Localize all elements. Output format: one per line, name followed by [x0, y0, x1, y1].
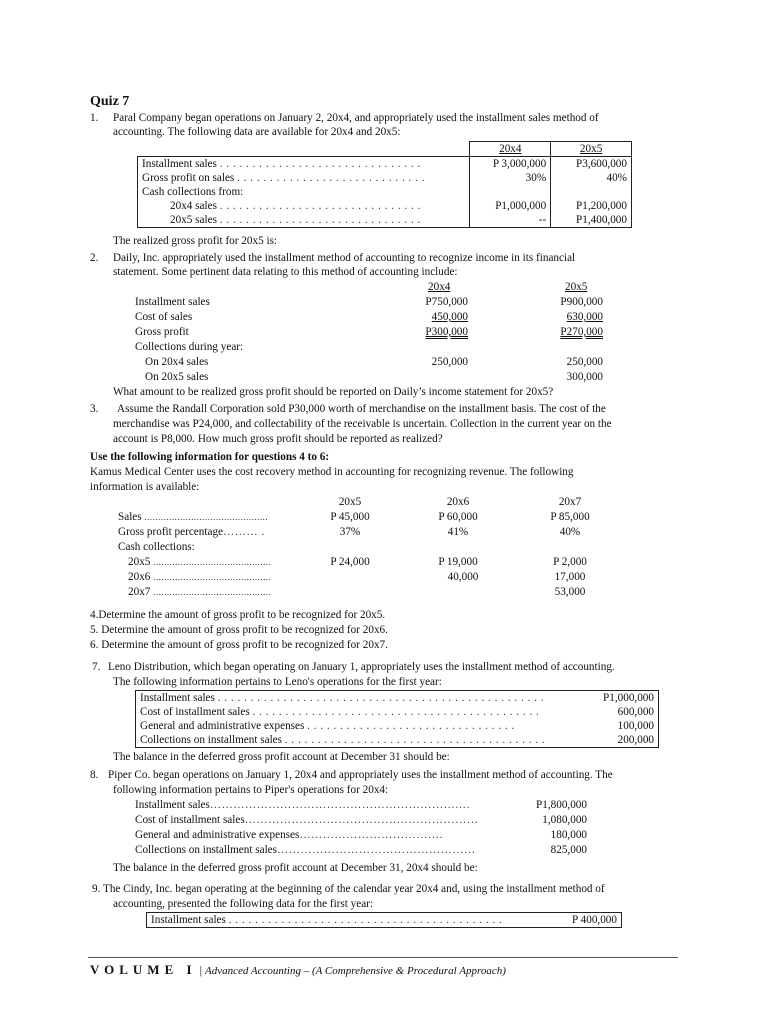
q46-row-label: 20x6	[128, 571, 151, 583]
q2-number: 2.	[90, 252, 99, 264]
q9-row-label: Installment sales	[151, 914, 226, 926]
footer-subtitle: Advanced Accounting – (A Comprehensive & Procedural Approach)	[204, 965, 506, 977]
q1-row-label: 20x5 sales	[170, 214, 217, 226]
q8-cell: 825,000	[550, 844, 587, 856]
q46-row-label: 20x5	[128, 556, 151, 568]
q7-row-label: General and administrative expenses	[140, 720, 305, 732]
q2-cell: P270,000	[560, 326, 603, 338]
q8-text-line1: Piper Co. began operations on January 1, 20x4 and appropriately uses the installment method of accounting. The	[108, 769, 613, 781]
footer-separator: |	[199, 963, 202, 977]
q7-text-line2: The following information pertains to Leno's operations for the first year:	[113, 676, 442, 688]
q46-cell: P 45,000	[330, 511, 370, 523]
q2-text-line2: statement. Some pertinent data relating to this method of accounting include:	[113, 266, 458, 278]
q1-table: 20x4 20x5 Installment sales . . . . . . . . . . . . . . . . . . . . . . . . . . . . . . . P 3,000,000 P3,600,000 Gross profit on sales . . . . . . . . . . . . . . . . . . . . . . . . . . . . . 30% 40% Cash collections from: 20x4 sales . . . . . . . . . . . . . . . . . . . . . . . . . . . . . . . P1,000,000 P1,200,000 20x5 sales . . . . . . . . . . . . . . . . . . . . . . . . . . . . . . . -- P1,400,000	[137, 141, 632, 228]
q7-row-label: Cost of installment sales	[140, 706, 250, 718]
q46-row-label: 20x7	[128, 586, 151, 598]
q2-cell: 300,000	[566, 371, 603, 383]
q2-row-label: On 20x4 sales	[145, 356, 209, 368]
q3-number: 3.	[90, 403, 99, 415]
footer	[90, 962, 506, 978]
q2-row-label: Collections during year:	[135, 341, 244, 353]
q46-row-label: Sales	[118, 511, 142, 523]
q46-cell: 41%	[447, 526, 469, 538]
q46-text-line1: Kamus Medical Center uses the cost recovery method in accounting for recognizing revenue. The following	[90, 466, 574, 478]
q1-col2-header: 20x5	[579, 143, 603, 155]
q1-cell: P1,000,000	[470, 199, 551, 213]
q1-cell: 30%	[470, 171, 551, 185]
q46-row-label: Gross profit percentage	[118, 526, 223, 538]
q1-cell: 40%	[551, 171, 632, 185]
q8-text-line2: following information pertains to Piper's operations for 20x4:	[113, 784, 389, 796]
q1-cell: P1,200,000	[551, 199, 632, 213]
q8-row-label: Cost of installment sales	[135, 814, 245, 826]
q8-cell: 1,080,000	[542, 814, 587, 826]
q46-cell: P 60,000	[438, 511, 478, 523]
q7-row-label: Collections on installment sales	[140, 734, 283, 746]
q46-cell: P 85,000	[550, 511, 590, 523]
q46-text-line2: information is available:	[90, 481, 200, 493]
q2-cell: 250,000	[431, 356, 468, 368]
q1-cell: P 3,000,000	[470, 157, 551, 172]
q7-cell: 100,000	[570, 719, 659, 733]
q2-col2-header: 20x5	[565, 281, 588, 293]
q8-row-label: Collections on installment sales	[135, 844, 278, 856]
q1-cell: --	[470, 213, 551, 228]
q8-cell: 180,000	[550, 829, 587, 841]
q46-cell: 37%	[339, 526, 361, 538]
q2-row-label: Gross profit	[135, 326, 189, 338]
q1-row-label: Gross profit on sales	[142, 172, 235, 184]
q2-text-line1: Daily, Inc. appropriately used the installment method of accounting to recognize income in its financial	[113, 252, 576, 264]
q46-col-header: 20x6	[446, 496, 470, 508]
footer-divider	[88, 957, 678, 958]
q8-number: 8.	[90, 769, 99, 781]
q46-cell: 53,000	[554, 586, 586, 598]
q8-row-label: General and administrative expenses	[135, 829, 300, 841]
q46-cell: 40%	[559, 526, 581, 538]
q4-text: 4.Determine the amount of gross profit to be recognized for 20x5.	[90, 609, 386, 621]
q9-cell: P 400,000	[533, 913, 622, 928]
q2-cell: P900,000	[560, 296, 603, 308]
q9-text-line1: 9. The Cindy, Inc. began operating at the beginning of the calendar year 20x4 and, using the installment method of	[92, 883, 605, 895]
q2-col1-header: 20x4	[428, 281, 451, 293]
q2-cell: P750,000	[425, 296, 468, 308]
q8-cell: P1,800,000	[536, 799, 587, 811]
q46-cell: 40,000	[447, 571, 479, 583]
q46-row-label: Cash collections:	[118, 541, 195, 553]
q1-text-line1: Paral Company began operations on January 2, 20x4, and appropriately used the installment sales method of	[113, 112, 599, 124]
q3-text-line1: Assume the Randall Corporation sold P30,000 worth of merchandise on the installment basis. The cost of the	[117, 403, 606, 415]
q7-cell: 600,000	[570, 705, 659, 719]
q3-text-line2: merchandise was P24,000, and collectability of the receivable is uncertain. Collection in the current year on the	[113, 418, 612, 430]
q1-number: 1.	[90, 112, 99, 124]
q46-col-header: 20x5	[338, 496, 362, 508]
q46-col-header: 20x7	[558, 496, 582, 508]
q1-row-label: Installment sales	[142, 158, 217, 170]
q46-cell: P 2,000	[553, 556, 587, 568]
q2-row-label: Cost of sales	[135, 311, 193, 323]
q2-row-label: Installment sales	[135, 296, 210, 308]
q7-question: The balance in the deferred gross profit account at December 31 should be:	[113, 751, 450, 763]
q1-text-line2: accounting. The following data are available for 20x4 and 20x5:	[113, 126, 401, 138]
page-title: Quiz 7	[90, 94, 130, 109]
q2-cell: 250,000	[566, 356, 603, 368]
q1-question: The realized gross profit for 20x5 is:	[113, 235, 278, 247]
q1-row-label: 20x4 sales	[170, 200, 217, 212]
footer-volume: VOLUME I	[90, 962, 197, 977]
q2-cell: P300,000	[425, 326, 468, 338]
q1-cell: P1,400,000	[551, 213, 632, 228]
q7-cell: P1,000,000	[570, 691, 659, 706]
q2-row-label: On 20x5 sales	[145, 371, 209, 383]
q9-table: Installment sales . . . . . . . . . . . . . . . . . . . . . . . . . . . . . . . . . . . . . . . . . . P 400,000	[146, 912, 622, 928]
q5-text: 5. Determine the amount of gross profit to be recognized for 20x6.	[90, 624, 388, 636]
q6-text: 6. Determine the amount of gross profit to be recognized for 20x7.	[90, 639, 388, 651]
q7-row-label: Installment sales	[140, 692, 215, 704]
q46-cell: P 24,000	[330, 556, 370, 568]
q1-cell: P3,600,000	[551, 157, 632, 172]
q7-text-line1: Leno Distribution, which began operating on January 1, appropriately uses the installment method of accounting.	[108, 661, 615, 673]
q46-cell: P 19,000	[438, 556, 478, 568]
q9-text-line2: accounting, presented the following data for the first year:	[113, 898, 374, 910]
q3-text-line3: account is P8,000. How much gross profit should be reported as realized?	[113, 433, 443, 445]
q2-cell: 450,000	[431, 311, 468, 323]
q7-table: Installment sales . . . . . . . . . . . . . . . . . . . . . . . . . . . . . . . . . . . . . . . . . . . . . . . . . . P1,000,000 Cost of installment sales . . . . . . . . . . . . . . . . . . . . . . . . . . . . . . . . . . . . . . . . . . . . 600,000 General and administrative expenses . . . . . . . . . . . . . . . . . . . . . . . . . . . . . . . . 100,000 Collections on installment sales . . . . . . . . . . . . . . . . . . . . . . . . . . . . . . . . . . . . . . . . 200,000	[135, 690, 659, 748]
q7-number: 7.	[92, 661, 101, 673]
q46-heading: Use the following information for questions 4 to 6:	[90, 451, 330, 463]
q1-col1-header: 20x4	[499, 143, 522, 155]
q8-row-label: Installment sales	[135, 799, 210, 811]
q1-row-label: Cash collections from:	[138, 185, 470, 199]
q2-cell: 630,000	[566, 311, 603, 323]
q7-cell: 200,000	[570, 733, 659, 748]
q46-cell: 17,000	[554, 571, 586, 583]
q2-question: What amount to be realized gross profit should be reported on Daily’s income statement for 20x5?	[113, 386, 554, 398]
q8-question: The balance in the deferred gross profit account at December 31, 20x4 should be:	[113, 862, 478, 874]
